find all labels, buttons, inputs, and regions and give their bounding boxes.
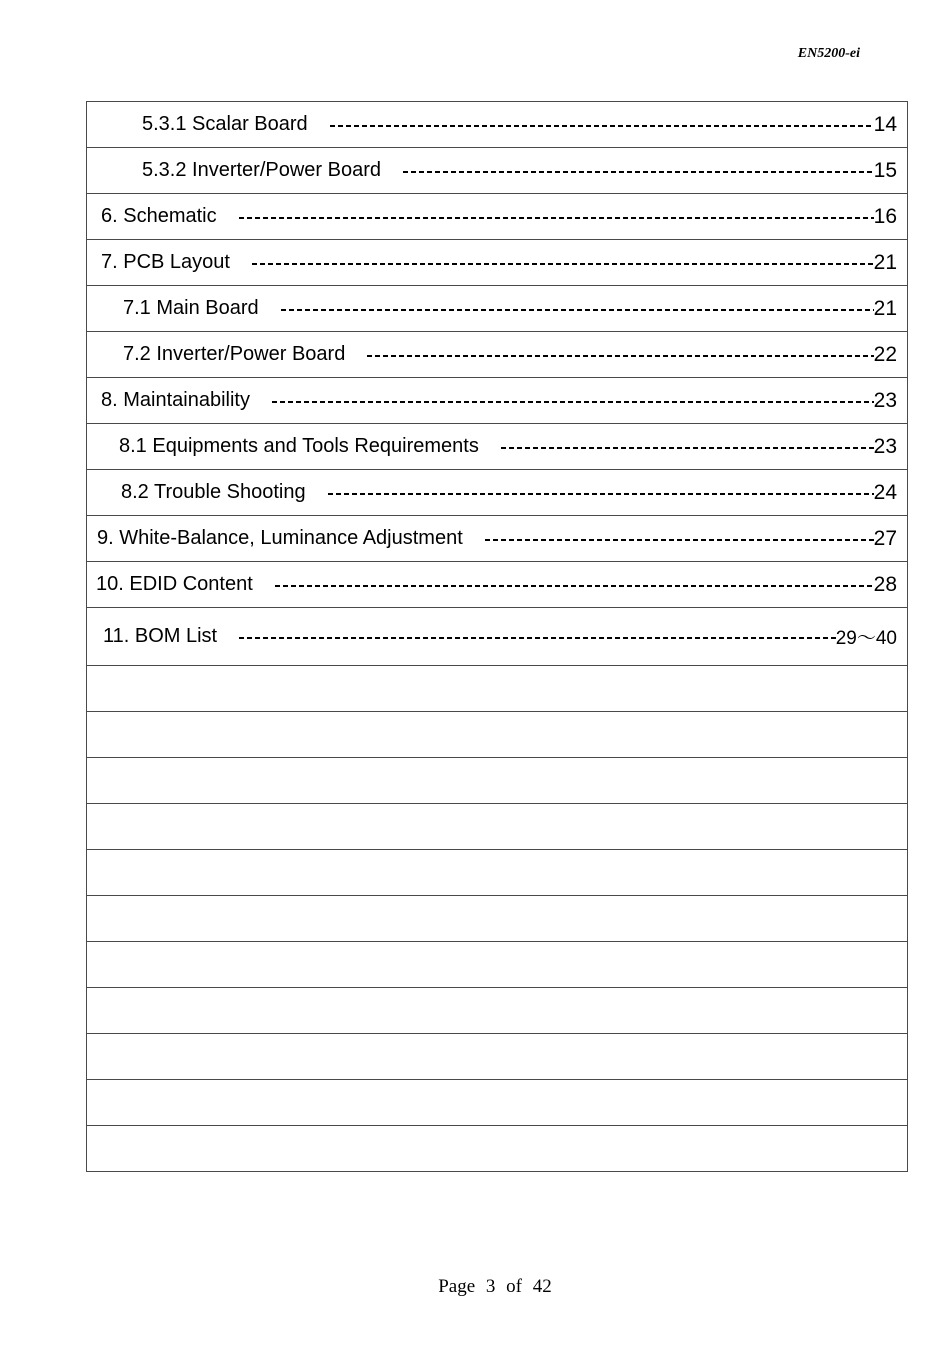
dot-leader bbox=[272, 401, 874, 403]
toc-row bbox=[87, 470, 907, 516]
document-id: EN5200-ei bbox=[797, 46, 860, 61]
toc-entry-page: 16 bbox=[873, 204, 897, 228]
toc-entry[interactable] bbox=[97, 516, 897, 561]
toc-entry-page: 14 bbox=[873, 112, 897, 136]
toc-entry-title: 7. PCB Layout bbox=[101, 251, 230, 273]
toc-entry-title: 9. White-Balance, Luminance Adjustment bbox=[97, 527, 463, 549]
toc-entry[interactable] bbox=[101, 194, 897, 239]
toc-entry-page: 29～40 bbox=[835, 628, 897, 649]
empty-row bbox=[87, 1034, 907, 1080]
toc-entry-title: 7.1 Main Board bbox=[123, 297, 259, 319]
toc-entry[interactable] bbox=[142, 102, 897, 147]
toc-entry-title: 8.2 Trouble Shooting bbox=[121, 481, 306, 503]
toc-entry[interactable] bbox=[119, 424, 897, 469]
toc-row bbox=[87, 562, 907, 608]
toc-row bbox=[87, 332, 907, 378]
dot-leader bbox=[367, 355, 873, 357]
toc-entry[interactable] bbox=[123, 286, 897, 331]
page-number: 3 bbox=[485, 1276, 496, 1297]
toc-entry-title: 6. Schematic bbox=[101, 205, 217, 227]
toc-entry-page: 21 bbox=[873, 296, 897, 320]
empty-row bbox=[87, 850, 907, 896]
table-of-contents bbox=[86, 101, 908, 1172]
toc-entry-page: 28 bbox=[873, 572, 897, 596]
empty-row bbox=[87, 758, 907, 804]
dot-leader bbox=[239, 217, 874, 219]
toc-row bbox=[87, 240, 907, 286]
page-word: Page bbox=[438, 1276, 476, 1297]
toc-entry-page: 21 bbox=[873, 250, 897, 274]
toc-row bbox=[87, 102, 907, 148]
toc-entry-page: 27 bbox=[873, 526, 897, 550]
dot-leader bbox=[275, 585, 874, 587]
toc-entry-title: 7.2 Inverter/Power Board bbox=[123, 343, 346, 365]
toc-entry[interactable] bbox=[103, 608, 897, 665]
toc-entry-page: 22 bbox=[873, 342, 897, 366]
toc-entry-title: 5.3.2 Inverter/Power Board bbox=[142, 159, 382, 181]
toc-entry-title: 11. BOM List bbox=[103, 625, 218, 647]
toc-entry-title: 5.3.1 Scalar Board bbox=[142, 113, 308, 135]
toc-entry-title: 8. Maintainability bbox=[101, 389, 250, 411]
empty-row bbox=[87, 712, 907, 758]
toc-row bbox=[87, 194, 907, 240]
toc-entry-page: 23 bbox=[873, 388, 897, 412]
toc-entry-page: 15 bbox=[873, 158, 897, 182]
dot-leader bbox=[330, 125, 874, 127]
dot-leader bbox=[501, 447, 874, 449]
toc-entry[interactable] bbox=[123, 332, 897, 377]
toc-entry-page: 24 bbox=[873, 480, 897, 504]
toc-entry-title: 8.1 Equipments and Tools Requirements bbox=[119, 435, 479, 457]
toc-entry-page: 23 bbox=[873, 434, 897, 458]
toc-entry[interactable] bbox=[96, 562, 897, 607]
dot-leader bbox=[239, 637, 836, 639]
dot-leader bbox=[403, 171, 874, 173]
page-footer bbox=[0, 1276, 950, 1298]
empty-row bbox=[87, 1080, 907, 1126]
empty-row bbox=[87, 666, 907, 712]
dot-leader bbox=[328, 493, 874, 495]
toc-entry[interactable] bbox=[142, 148, 897, 193]
of-word: of bbox=[506, 1276, 522, 1297]
empty-row bbox=[87, 804, 907, 850]
empty-row bbox=[87, 942, 907, 988]
dot-leader bbox=[252, 263, 874, 265]
dot-leader bbox=[485, 539, 874, 541]
total-pages: 42 bbox=[532, 1276, 552, 1297]
dot-leader bbox=[281, 309, 874, 311]
toc-row bbox=[87, 148, 907, 194]
empty-row bbox=[87, 1126, 907, 1172]
toc-row bbox=[87, 608, 907, 666]
toc-row bbox=[87, 378, 907, 424]
toc-entry[interactable] bbox=[101, 240, 897, 285]
toc-entry[interactable] bbox=[101, 378, 897, 423]
empty-row bbox=[87, 896, 907, 942]
toc-row bbox=[87, 424, 907, 470]
toc-entry-title: 10. EDID Content bbox=[96, 573, 253, 595]
toc-row bbox=[87, 286, 907, 332]
toc-row bbox=[87, 516, 907, 562]
empty-row bbox=[87, 988, 907, 1034]
toc-entry[interactable] bbox=[121, 470, 897, 515]
